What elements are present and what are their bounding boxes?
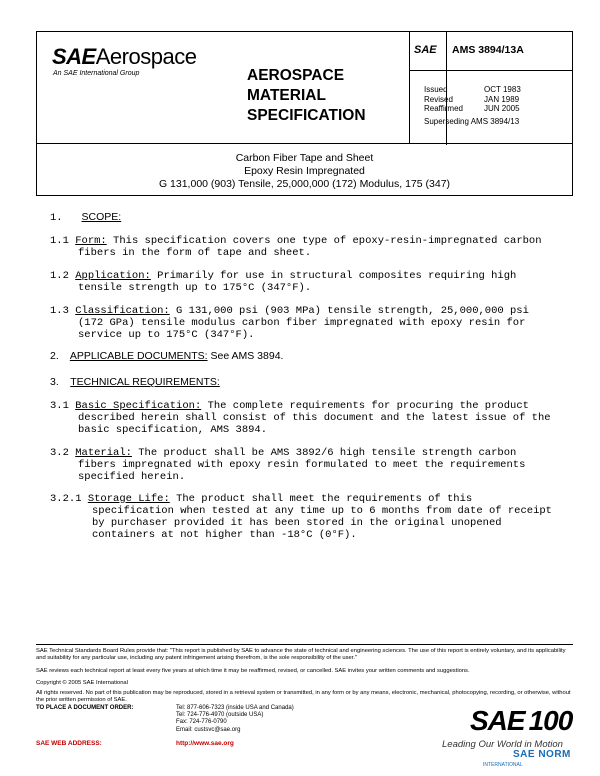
section-2: 2. APPLICABLE DOCUMENTS: See AMS 3894. xyxy=(50,350,284,362)
document-type: AEROSPACE MATERIAL SPECIFICATION xyxy=(247,67,366,124)
ams-number: AMS 3894/13A xyxy=(452,44,524,56)
section-3-1-cont: described herein shall consist of this document and the latest issue of the xyxy=(78,412,551,424)
issue-info: Issued OCT 1983 Revised JAN 1989 Reaffirmed JUN 2005 xyxy=(424,85,521,114)
header-hline xyxy=(409,70,572,71)
section-3-1: 3.1 Basic Specification: The complete requirements for procuring the product xyxy=(50,400,529,412)
section-1-2: 1.2 Application: Primarily for use in structural composites requiring high xyxy=(50,270,517,282)
section-3-2-1-cont2: by purchaser provided it has been stored in the original unopened xyxy=(92,517,502,529)
tagline: Leading Our World in Motion xyxy=(442,739,563,750)
rights-notice: All rights reserved. No part of this publication may be reproduced, stored in a retrieval system or transmitted, in any form or by any means, electronic, mechanical, photocopying, recording, or otherwise, without the prior written permission of SAE. xyxy=(36,690,571,704)
section-3-2-cont: fibers impregnated with epoxy resin formulated to meet the requirements xyxy=(78,459,526,471)
section-1-2-cont: tensile strength up to 175°C (347°F). xyxy=(78,282,312,294)
section-1: 1. SCOPE: xyxy=(50,211,122,224)
web-address: SAE WEB ADDRESS: http://www.sae.org xyxy=(36,740,234,747)
logo-subtitle: An SAE International Group xyxy=(53,70,140,77)
section-1-3: 1.3 Classification: G 131,000 psi (903 MPa) tensile strength, 25,000,000 psi xyxy=(50,305,529,317)
header-divider xyxy=(409,32,410,143)
section-1-3-cont2: service up to 175°C (347°F). xyxy=(78,329,255,341)
section-3-2-cont2: specified herein. xyxy=(78,471,186,483)
section-3-2-1-cont3: containers at not higher than -18°C (0°F). xyxy=(92,529,357,541)
sae-small-logo: SAE xyxy=(414,44,437,56)
section-3-2: 3.2 Material: The product shall be AMS 3892/6 high tensile strength carbon xyxy=(50,447,517,459)
section-3-2-1: 3.2.1 Storage Life: The product shall meet the requirements of this xyxy=(50,493,473,505)
review-notice: SAE reviews each technical report at least every five years at which time it may be reaffirmed, revised, or cancelled. SAE invites your written comments and suggestions. xyxy=(36,668,470,674)
copyright: Copyright © 2005 SAE International xyxy=(36,680,128,686)
section-1-3-cont: (172 GPa) tensile modulus carbon fiber impregnated with epoxy resin for xyxy=(78,317,526,329)
watermark-sub: INTERNATIONAL xyxy=(483,762,523,768)
sae-rules-notice: SAE Technical Standards Board Rules provide that: "This report is published by SAE to advance the state of technical and engineering sciences. The use of this report is entirely voluntary, and its applicability and suitability for any particular use, including any patent infringement arising therefrom, is the sole responsibility of the user." xyxy=(36,648,566,662)
sae-aerospace-logo: SAEAerospace xyxy=(52,44,197,69)
section-3: 3. TECHNICAL REQUIREMENTS: xyxy=(50,376,220,388)
section-3-2-1-cont: specification when tested at any time up to 6 months from date of receipt xyxy=(92,505,552,517)
sae-100-logo: SAE 100 xyxy=(470,705,573,736)
superseding-note: Superseding AMS 3894/13 xyxy=(424,117,520,126)
footer-divider xyxy=(36,644,573,645)
watermark: SAE NORM xyxy=(513,749,571,760)
section-3-1-cont2: basic specification, AMS 3894. xyxy=(78,424,268,436)
web-link[interactable]: http://www.sae.org xyxy=(176,740,234,747)
section-1-1: 1.1 Form: This specification covers one type of epoxy-resin-impregnated carbon xyxy=(50,235,542,247)
order-contact: TO PLACE A DOCUMENT ORDER: Tel: 877-606-7323 (inside USA and Canada) Tel: 724-776-4970 (outside USA) Fax: 724-776-0790 Email: custsvc@sae.org xyxy=(36,705,294,733)
section-1-1-cont: fibers in the form of tape and sheet. xyxy=(78,247,312,259)
document-title: Carbon Fiber Tape and Sheet Epoxy Resin Impregnated G 131,000 (903) Tensile, 25,000,000 (172) Modulus, 175 (347) xyxy=(158,152,451,190)
